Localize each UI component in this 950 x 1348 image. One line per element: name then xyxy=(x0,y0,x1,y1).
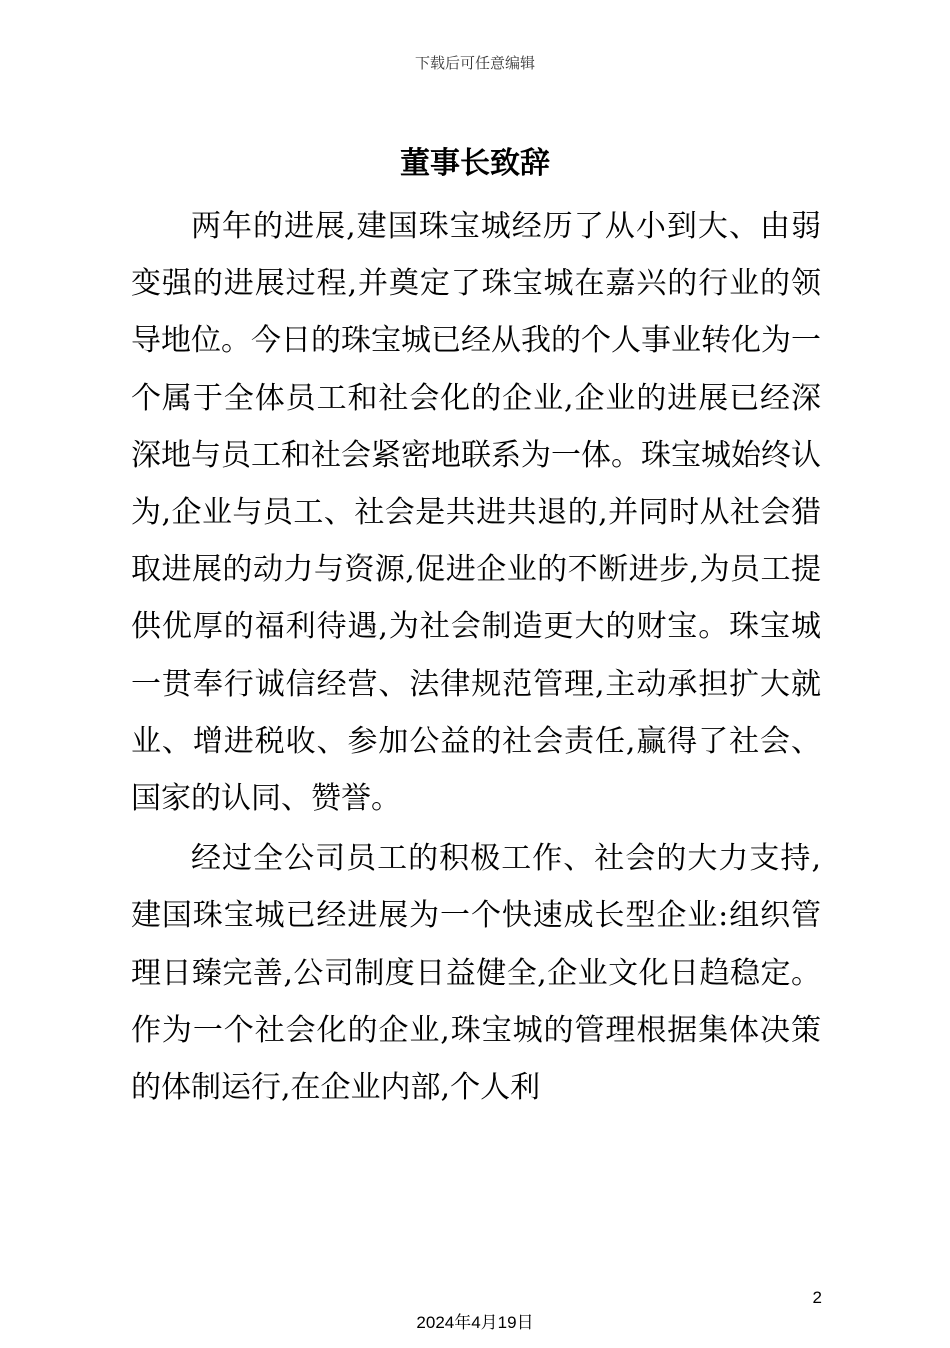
footer-date: 2024年4月19日 xyxy=(416,1313,534,1332)
document-title: 董事长致辞 xyxy=(400,146,550,181)
page-number: 2 xyxy=(812,1288,822,1307)
paragraph-1: 两年的进展,建国珠宝城经历了从小到大、由弱变强的进展过程,并奠定了珠宝城在嘉兴的行业的领导地位。今日的珠宝城已经从我的个人事业转化为一个属于全体员工和社会化的企业,企业的进展已经深深地与员工和社会紧密地联系为一体。珠宝城始终认为,企业与员工、社会是共进共退的,并同时从社会猎取进展的动力与资源,促进企业的不断进步,为员工提供优厚的福利待遇,为社会制造更大的财宝。珠宝城一贯奉行诚信经营、法律规范管理,主动承担扩大就业、增进税收、参加公益的社会责任,赢得了社会、国家的认同、赞誉。 xyxy=(131,209,821,817)
document-body xyxy=(131,198,821,1119)
paragraph-2: 经过全公司员工的积极工作、社会的大力支持,建国珠宝城已经进展为一个快速成长型企业:组织管理日臻完善,公司制度日益健全,企业文化日趋稳定。作为一个社会化的企业,珠宝城的管理根据集体决策的体制运行,在企业内部,个人利 xyxy=(131,841,821,1106)
page-header: 下载后可任意编辑 xyxy=(414,54,535,72)
